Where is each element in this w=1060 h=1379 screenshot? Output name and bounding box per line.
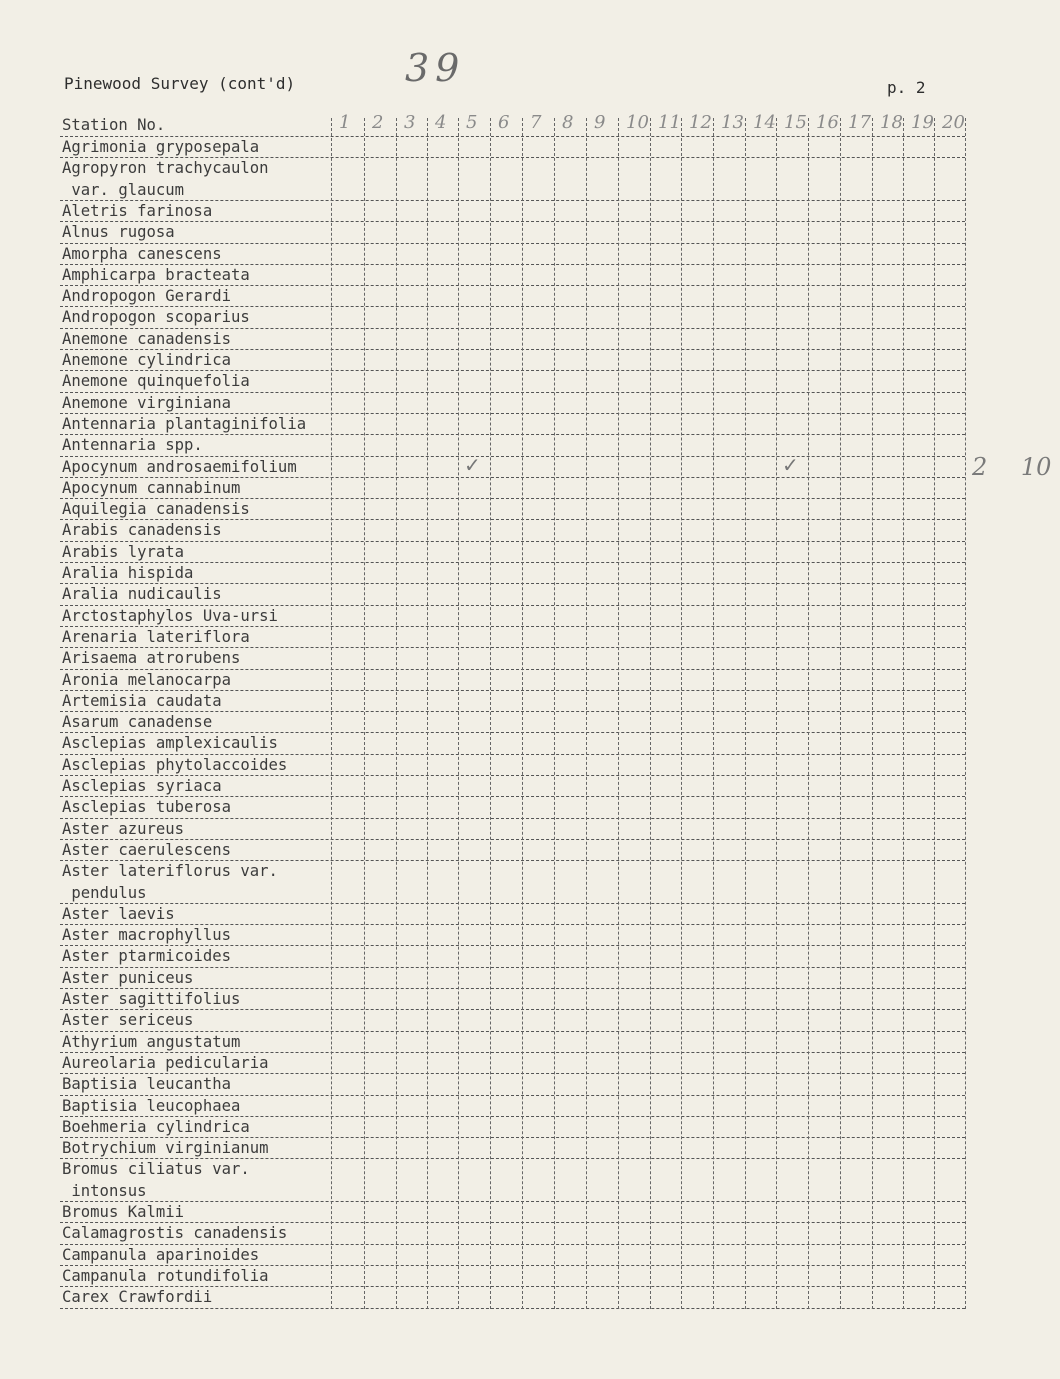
station-number: 8 [562, 112, 574, 133]
species-name: Bromus ciliatus var. [62, 1160, 250, 1179]
species-name: Aster ptarmicoides [62, 947, 231, 966]
species-name: Arisaema atrorubens [62, 649, 241, 668]
station-number: 12 [689, 112, 712, 133]
species-name: Aureolaria pedicularia [62, 1053, 269, 1072]
row-rule [60, 903, 965, 904]
species-name: Aster puniceus [62, 968, 194, 987]
species-name: Apocynum cannabinum [62, 478, 241, 497]
row-rule [60, 818, 965, 819]
species-name: Agrimonia gryposepala [62, 138, 260, 156]
row-rule [60, 1308, 965, 1309]
column-rule [458, 118, 459, 1309]
check-mark: ✓ [464, 452, 481, 477]
station-number: 13 [721, 112, 744, 133]
station-number: 3 [404, 112, 416, 133]
species-name: Bromus Kalmii [62, 1203, 185, 1221]
species-name: Anemone virginiana [62, 393, 231, 412]
species-name: intonsus [62, 1181, 147, 1200]
species-name: Campanula rotundifolia [62, 1266, 269, 1285]
species-name: Aster lateriflorus var. [62, 862, 278, 881]
column-rule [681, 118, 682, 1309]
station-number: 4 [435, 112, 447, 133]
station-number: 19 [911, 112, 934, 133]
column-rule [934, 118, 935, 1309]
station-header-label: Station No. [62, 116, 166, 134]
station-number: 10 [626, 112, 649, 133]
column-rule [808, 118, 809, 1309]
species-name: Aralia hispida [62, 564, 194, 582]
station-number: 16 [816, 112, 839, 133]
species-name: Aster macrophyllus [62, 926, 231, 945]
check-mark: ✓ [782, 452, 799, 477]
column-rule [903, 118, 904, 1309]
row-rule [60, 967, 965, 968]
species-name: Aster sericeus [62, 1011, 194, 1030]
column-rule [713, 118, 714, 1309]
species-name: Aster sagittifolius [62, 990, 241, 1008]
species-name: Carex Crawfordii [62, 1288, 213, 1307]
species-name: Campanula aparinoides [62, 1245, 260, 1264]
species-name: Athyrium angustatum [62, 1032, 241, 1051]
species-name: Artemisia caudata [62, 691, 222, 710]
column-rule [965, 118, 966, 1309]
station-number: 20 [942, 112, 965, 133]
station-number: 9 [594, 112, 606, 133]
row-rule [60, 541, 965, 542]
column-rule [364, 118, 365, 1309]
row-rule [60, 1009, 965, 1010]
species-name: Aralia nudicaulis [62, 585, 222, 604]
species-name: Andropogon Gerardi [62, 287, 231, 306]
species-name: Anemone quinquefolia [62, 372, 250, 391]
species-name: Aster azureus [62, 819, 185, 838]
column-rule [840, 118, 841, 1309]
species-name: pendulus [62, 883, 147, 902]
row-rule [60, 562, 965, 563]
species-name: Aster caerulescens [62, 840, 231, 859]
station-number: 6 [498, 112, 510, 133]
species-name: Boehmeria cylindrica [62, 1117, 250, 1136]
page-title: Pinewood Survey (cont'd) [64, 74, 296, 93]
station-number: 5 [466, 112, 478, 133]
species-name: Anemone cylindrica [62, 351, 231, 369]
species-name: Amorpha canescens [62, 244, 222, 263]
page-number: p. 2 [887, 78, 926, 97]
column-rule [618, 118, 619, 1309]
species-name: var. glaucum [62, 180, 185, 199]
species-name: Arenaria lateriflora [62, 627, 250, 646]
column-rule [776, 118, 777, 1309]
species-name: Antennaria spp. [62, 436, 203, 455]
species-name: Asclepias syriaca [62, 777, 222, 795]
species-name: Aletris farinosa [62, 201, 213, 220]
species-name: Calamagrostis canadensis [62, 1224, 288, 1243]
column-rule [650, 118, 651, 1309]
column-rule [554, 118, 555, 1309]
station-number: 17 [848, 112, 871, 133]
station-number: 7 [530, 112, 542, 133]
species-name: Asarum canadense [62, 713, 213, 732]
species-name: Arabis canadensis [62, 521, 222, 540]
species-name: Apocynum androsaemifolium [62, 457, 297, 476]
species-name: Asclepias amplexicaulis [62, 734, 278, 753]
column-rule [586, 118, 587, 1309]
row-rule [60, 221, 965, 222]
species-name: Aster laevis [62, 904, 175, 923]
species-name: Aronia melanocarpa [62, 670, 231, 689]
species-name: Asclepias phytolaccoides [62, 755, 288, 774]
column-rule [522, 118, 523, 1309]
station-number: 11 [658, 112, 681, 133]
column-rule [427, 118, 428, 1309]
species-name: Aquilegia canadensis [62, 500, 250, 519]
species-name: Botrychium virginianum [62, 1139, 269, 1158]
species-name: Andropogon scoparius [62, 308, 250, 327]
handwritten-margin-note: 2 10 [972, 453, 1052, 481]
column-rule [490, 118, 491, 1309]
column-rule [745, 118, 746, 1309]
handwritten-page-number: 39 [405, 46, 466, 90]
column-rule [396, 118, 397, 1309]
species-name: Anemone canadensis [62, 329, 231, 348]
station-number: 18 [880, 112, 903, 133]
station-number: 15 [784, 112, 807, 133]
species-name: Agropyron trachycaulon [62, 159, 269, 178]
column-rule [331, 118, 332, 1309]
station-number: 1 [339, 112, 351, 133]
species-name: Baptisia leucophaea [62, 1096, 241, 1115]
species-name: Antennaria plantaginifolia [62, 414, 307, 433]
species-name: Arabis lyrata [62, 542, 185, 561]
species-name: Baptisia leucantha [62, 1075, 231, 1094]
station-number: 14 [753, 112, 776, 133]
species-name: Alnus rugosa [62, 223, 175, 242]
row-rule [60, 1201, 965, 1202]
species-name: Amphicarpa bracteata [62, 265, 250, 284]
species-name: Arctostaphylos Uva-ursi [62, 606, 278, 625]
station-number: 2 [372, 112, 384, 133]
species-name: Asclepias tuberosa [62, 798, 231, 817]
column-rule [872, 118, 873, 1309]
